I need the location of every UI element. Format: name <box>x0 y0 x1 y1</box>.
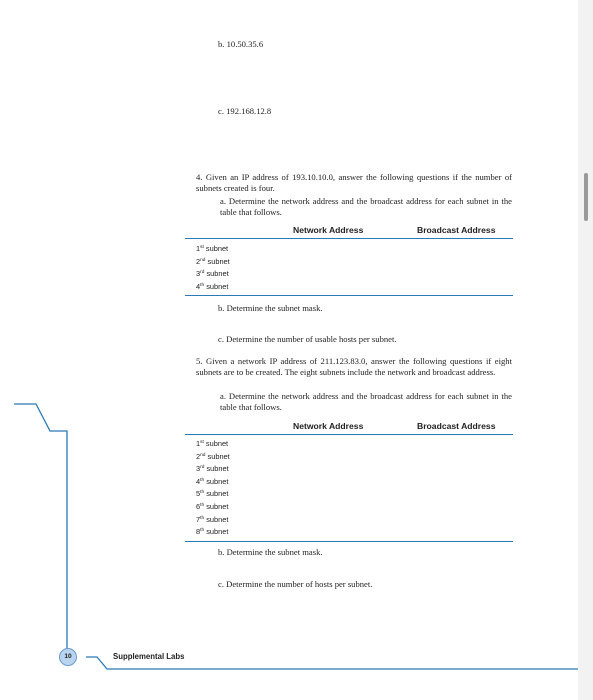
ordinal-suffix: nd <box>200 452 206 458</box>
q5-table-top-rule <box>185 434 513 435</box>
ordinal-suffix: th <box>200 490 205 496</box>
q5-header-broadcast: Broadcast Address <box>417 421 496 431</box>
q5-row-label <box>196 501 228 511</box>
row-word: subnet <box>203 439 229 448</box>
row-word: subnet <box>204 489 229 499</box>
row-word: subnet <box>204 527 229 537</box>
row-word: subnet <box>204 269 229 279</box>
ordinal-suffix: th <box>200 528 205 534</box>
ordinal-suffix: st <box>200 245 204 250</box>
row-word: subnet <box>204 281 229 291</box>
q5-row-label <box>196 438 228 448</box>
q4-header-broadcast: Broadcast Address <box>417 225 496 235</box>
row-word: subnet <box>204 476 229 486</box>
q5-row-label <box>196 514 228 524</box>
ordinal-number: 8 <box>196 527 201 537</box>
prev-item-b: b. 10.50.35.6 <box>218 39 264 49</box>
ordinal-number: 3 <box>196 464 201 474</box>
ordinal-number: 2 <box>196 256 201 266</box>
q5-row-label <box>196 451 230 461</box>
question-5-part-a: a. Determine the network address and the broadcast address for each subnet in the table that follows. <box>220 391 512 412</box>
prev-item-c: c. 192.168.12.8 <box>218 106 272 116</box>
question-4-part-b: b. Determine the subnet mask. <box>218 303 323 313</box>
scrollbar-track[interactable] <box>578 0 593 700</box>
q5-row-label <box>196 488 228 498</box>
ordinal-suffix: th <box>200 477 205 483</box>
q5-row-label <box>196 463 229 473</box>
scrollbar-thumb[interactable] <box>584 173 588 221</box>
question-5-part-c: c. Determine the number of hosts per subnet. <box>218 579 373 589</box>
ordinal-number: 4 <box>196 476 201 486</box>
q4-row-label <box>196 243 228 253</box>
q5-header-network: Network Address <box>293 421 364 431</box>
footer-section-title: Supplemental Labs <box>113 652 185 661</box>
ordinal-suffix: rd <box>200 465 205 471</box>
ordinal-suffix: nd <box>200 257 206 263</box>
ordinal-number: 7 <box>196 514 201 524</box>
ordinal-number: 4 <box>196 281 201 291</box>
ordinal-suffix: st <box>200 440 204 445</box>
question-5-text: 5. Given a network IP address of 211.123.83.0, answer the following questions if eight subnets are to be created. The eight subnets include the network and broadcast address. <box>196 356 512 377</box>
ordinal-number: 2 <box>196 451 201 461</box>
ordinal-number: 6 <box>196 502 201 511</box>
q4-table-top-rule <box>185 238 513 239</box>
q5-row-label <box>196 476 228 486</box>
q4-row-label <box>196 256 230 266</box>
ordinal-suffix: th <box>200 503 205 508</box>
q4-table-bottom-rule <box>185 295 513 296</box>
q5-table-bottom-rule <box>185 541 513 542</box>
ordinal-suffix: th <box>200 282 205 288</box>
question-4-part-a: a. Determine the network address and the broadcast address for each subnet in the table that follows. <box>220 196 512 217</box>
row-word: subnet <box>204 502 229 511</box>
page-number-badge: 10 <box>59 648 77 666</box>
q4-row-label <box>196 281 228 291</box>
row-word: subnet <box>203 244 229 253</box>
q4-header-network: Network Address <box>293 225 364 235</box>
ordinal-number: 5 <box>196 489 201 499</box>
row-word: subnet <box>205 256 230 266</box>
q5-row-label <box>196 526 228 536</box>
question-4-text: 4. Given an IP address of 193.10.10.0, answer the following questions if the number of subnets created is four. <box>196 172 512 193</box>
ordinal-number: 1 <box>196 439 201 448</box>
question-4-part-c: c. Determine the number of usable hosts per subnet. <box>218 334 397 344</box>
ordinal-suffix: rd <box>200 270 205 276</box>
ordinal-suffix: th <box>200 515 205 521</box>
question-5-part-b: b. Determine the subnet mask. <box>218 547 323 557</box>
ordinal-number: 1 <box>196 244 201 253</box>
row-word: subnet <box>205 451 230 461</box>
q4-row-label <box>196 268 229 278</box>
row-word: subnet <box>204 464 229 474</box>
ordinal-number: 3 <box>196 269 201 279</box>
row-word: subnet <box>204 514 229 524</box>
